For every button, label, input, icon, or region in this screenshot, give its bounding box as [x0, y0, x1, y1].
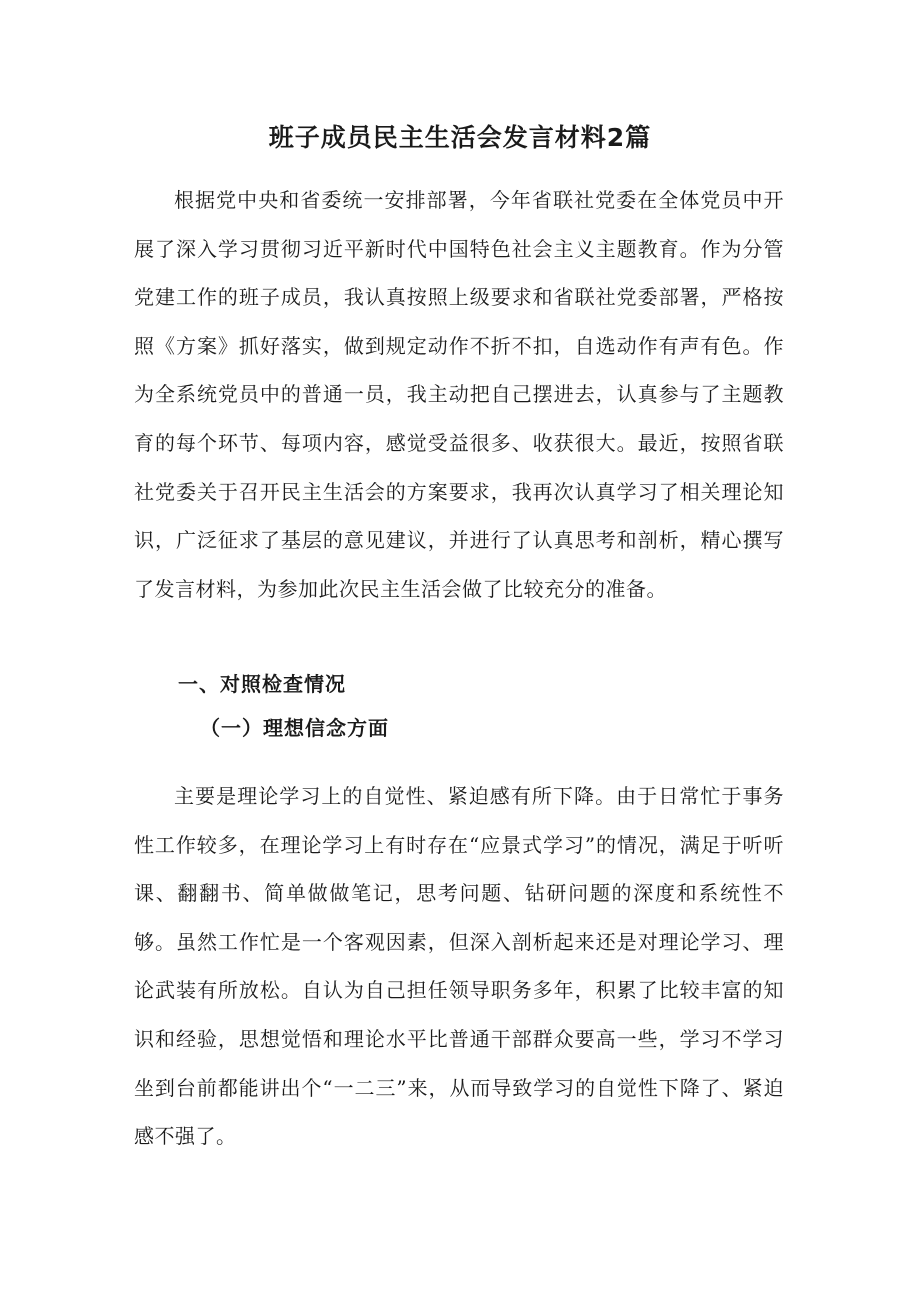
section-heading: 一、对照检查情况 — [178, 672, 346, 696]
document-title: 班子成员民主生活会发言材料2篇 — [268, 123, 652, 152]
subsection-paragraph: 主要是理论学习上的自觉性、紧迫感有所下降。由于日常忙于事务性工作较多，在理论学习上有时存在“应景式学习”的情况，满足于听听课、翻翻书、简单做做笔记，思考问题、钻研问题的深度和系统性不够。虽然工作忙是一个客观因素，但深入剖析起来还是对理论学习、理论武装有所放松。自认为自己担任领导职务多年，积累了比较丰富的知识和经验，思想觉悟和理论水平比普通干部群众要高一些，学习不学习坐到台前都能讲出个“一二三”来，从而导致学习的自觉性下降了、紧迫感不强了。 — [134, 784, 784, 1149]
intro-paragraph: 根据党中央和省委统一安排部署，今年省联社党委在全体党员中开展了深入学习贯彻习近平新时代中国特色社会主义主题教育。作为分管党建工作的班子成员，我认真按照上级要求和省联社党委部署，严格按照《方案》抓好落实，做到规定动作不折不扣，自选动作有声有色。作为全系统党员中的普通一员，我主动把自己摆进去，认真参与了主题教育的每个环节、每项内容，感觉受益很多、收获很大。最近，按照省联社党委关于召开民主生活会的方案要求，我再次认真学习了相关理论知识，广泛征求了基层的意见建议，并进行了认真思考和剖析，精心撰写了发言材料，为参加此次民主生活会做了比较充分的准备。 — [134, 188, 784, 601]
subsection-heading: （一）理想信念方面 — [200, 716, 389, 740]
